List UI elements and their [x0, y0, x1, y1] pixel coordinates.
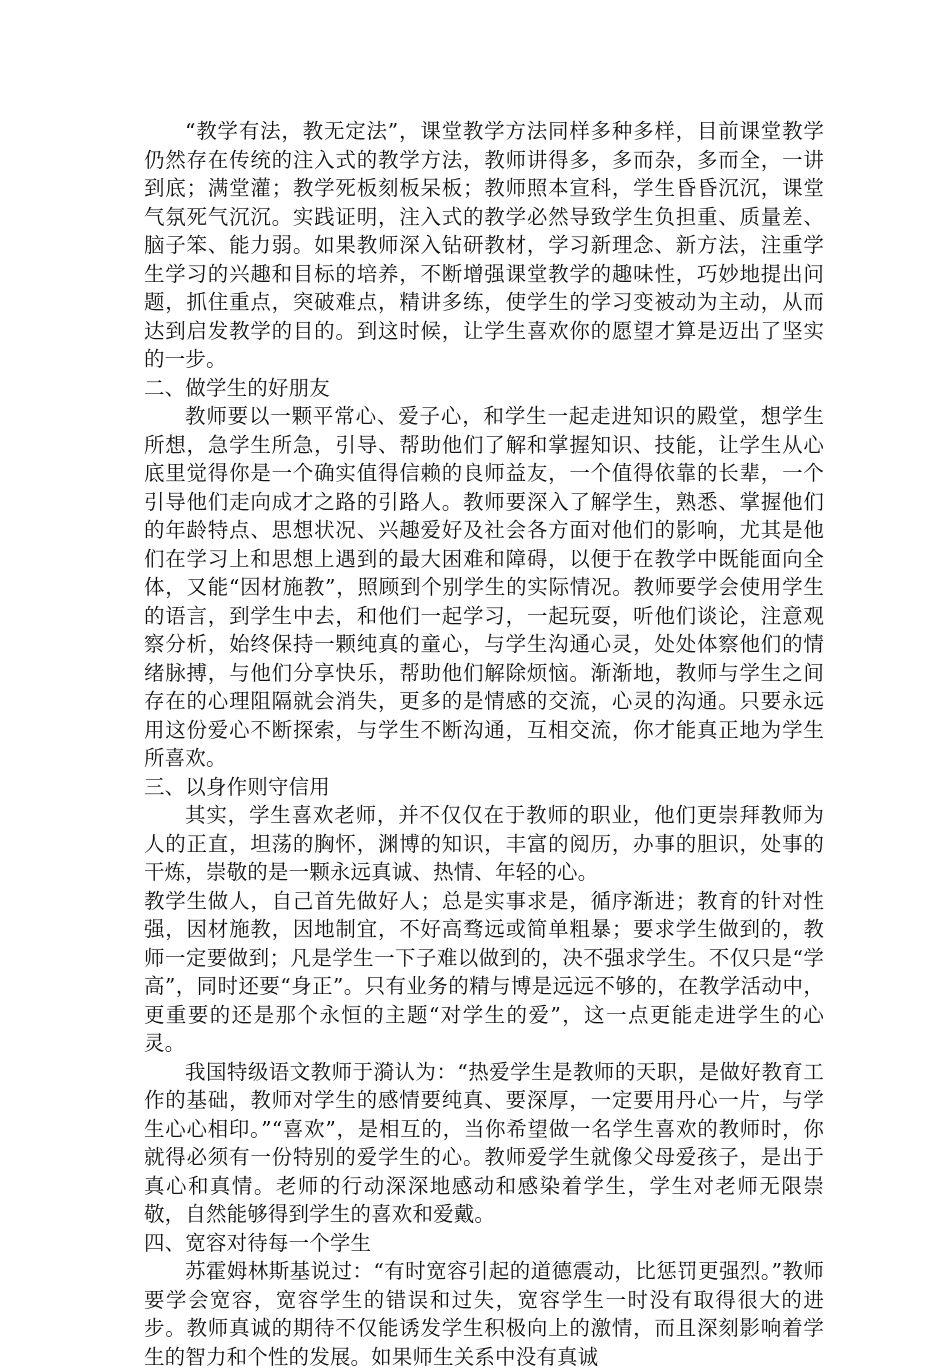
document-page	[144, 117, 824, 1371]
paragraph-tolerance: 苏霍姆林斯基说过：“有时宽容引起的道德震动，比惩罚更强烈。”教师要学会宽容，宽容学生的错误和过失，宽容学生一时没有取得很大的进步。教师真诚的期待不仅能诱发学生积极向上的激情，而且深刻影响着学生的智力和个性的发展。如果师生关系中没有真诚	[144, 1259, 824, 1369]
paragraph-yu-yi-quote: 我国特级语文教师于漪认为：“热爱学生是教师的天职，是做好教育工作的基础，教师对学生的感情要纯真、要深厚，一定要用丹心一片，与学生心心相印。”“喜欢”，是相互的，当你希望做一名学生喜欢的教师时，你就得必须有一份特别的爱学生的心。教师爱学生就像父母爱孩子，是出于真心和真情。老师的行动深深地感动和感染着学生，学生对老师无限崇敬，自然能够得到学生的喜欢和爱戴。	[144, 1059, 824, 1226]
paragraph-teaching-methods: “教学有法，教无定法”，课堂教学方法同样多种多样，目前课堂教学仍然存在传统的注入式的教学方法，教师讲得多，多而杂，多而全，一讲到底；满堂灌；教学死板刻板呆板；教师照本宣科，学生昏昏沉沉，课堂气氛死气沉沉。实践证明，注入式的教学必然导致学生负担重、质量差、脑子笨、能力弱。如果教师深入钻研教材，学习新理念、新方法，注重学生学习的兴趣和目标的培养，不断增强课堂教学的趣味性，巧妙地提出问题，抓住重点，突破难点，精讲多练，使学生的学习变被动为主动，从而达到启发教学的目的。到这时候，让学生喜欢你的愿望才算是迈出了坚实的一步。	[144, 119, 824, 371]
section-heading-2: 二、做学生的好朋友	[144, 375, 330, 400]
paragraph-friend: 教师要以一颗平常心、爱子心，和学生一起走进知识的殿堂，想学生所想，急学生所急，引导、帮助他们了解和掌握知识、技能，让学生从心底里觉得你是一个确实值得信赖的良师益友，一个值得依靠的长辈，一个引导他们走向成才之路的引路人。教师要深入了解学生，熟悉、掌握他们的年龄特点、思想状况、兴趣爱好及社会各方面对他们的影响，尤其是他们在学习上和思想上遇到的最大困难和障碍，以便于在教学中既能面向全体，又能“因材施教”，照顾到个别学生的实际情况。教师要学会使用学生的语言，到学生中去，和他们一起学习，一起玩耍，听他们谈论，注意观察分析，始终保持一颗纯真的童心，与学生沟通心灵，处处体察他们的情绪脉搏，与他们分享快乐，帮助他们解除烦恼。渐渐地，教师与学生之间存在的心理阻隔就会消失，更多的是情感的交流，心灵的沟通。只要永远用这份爱心不断探索，与学生不断沟通，互相交流，你才能真正地为学生所喜欢。	[144, 404, 824, 770]
section-heading-4: 四、宽容对待每一个学生	[144, 1230, 372, 1255]
section-heading-3: 三、以身作则守信用	[144, 774, 330, 799]
paragraph-be-a-good-person: 教学生做人，自己首先做好人；总是实事求是，循序渐进；教育的针对性强，因材施教，因地制宜，不好高骛远或简单粗暴；要求学生做到的，教师一定要做到；凡是学生一下子难以做到的，决不强求学生。不仅只是“学高”，同时还要“身正”。只有业务的精与博是远远不够的，在教学活动中，更重要的还是那个永恒的主题“对学生的爱”，这一点更能走进学生的心灵。	[144, 888, 824, 1055]
paragraph-role-model: 其实，学生喜欢老师，并不仅仅在于教师的职业，他们更崇拜教师为人的正直，坦荡的胸怀，渊博的知识，丰富的阅历，办事的胆识，处事的干炼，崇敬的是一颗永远真诚、热情、年轻的心。	[144, 803, 824, 884]
